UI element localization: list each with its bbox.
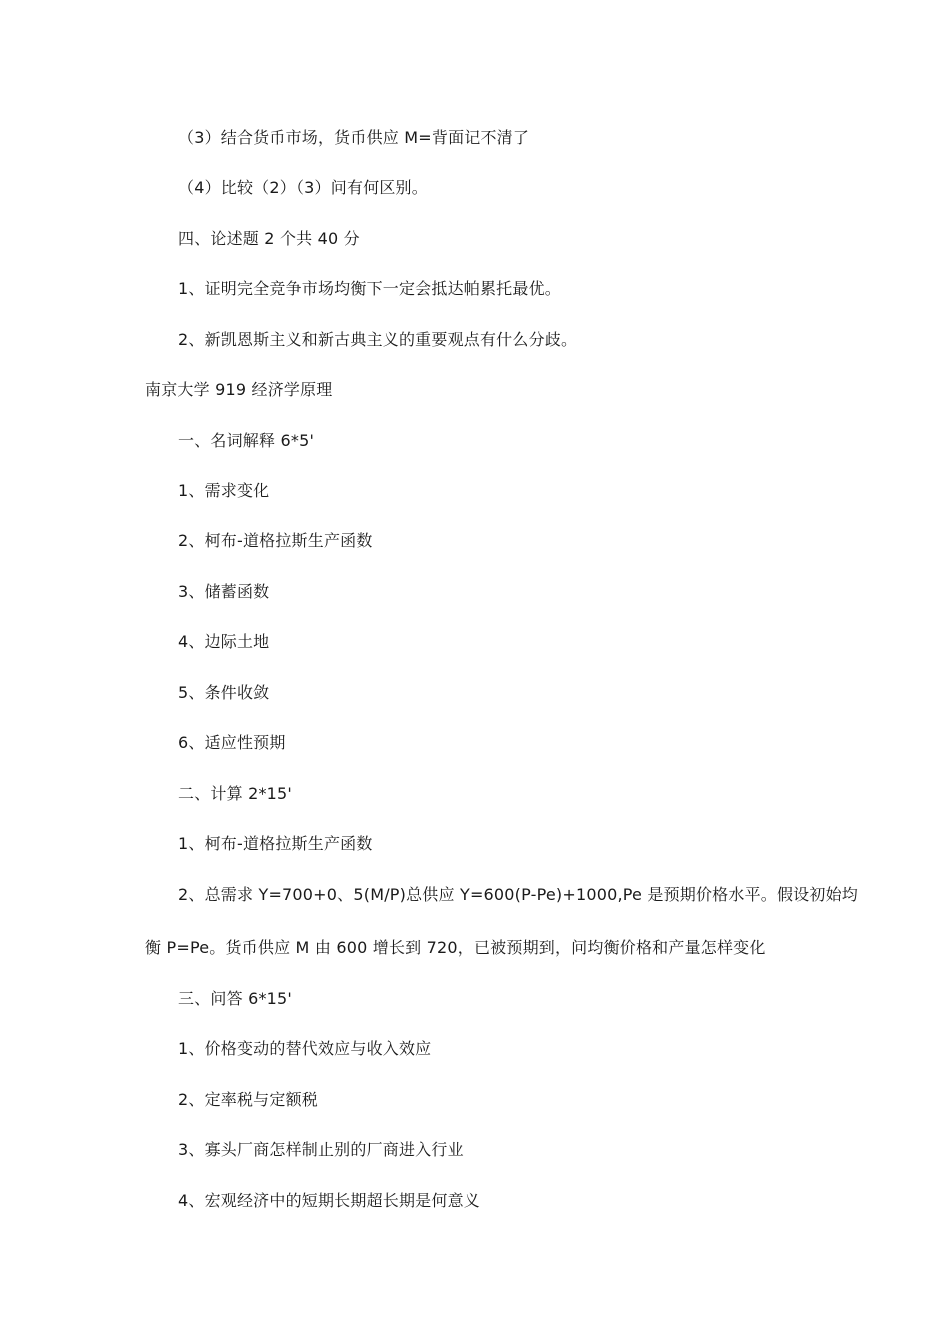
term-item-2: 2、柯布-道格拉斯生产函数 (178, 531, 373, 550)
qa-item-2: 2、定率税与定额税 (178, 1090, 318, 1109)
section-heading-qa: 三、问答 6*15' (178, 989, 293, 1008)
section-heading-essay: 四、论述题 2 个共 40 分 (178, 229, 360, 248)
essay-question-1: 1、证明完全竞争市场均衡下一定会抵达帕累托最优。 (178, 279, 561, 298)
essay-question-2: 2、新凯恩斯主义和新古典主义的重要观点有什么分歧。 (178, 330, 578, 349)
section-heading-calculation: 二、计算 2*15' (178, 784, 293, 803)
question-4-line: （4）比较（2）（3）问有何区别。 (178, 178, 428, 197)
term-item-5: 5、条件收敛 (178, 683, 270, 702)
term-item-6: 6、适应性预期 (178, 733, 286, 752)
calculation-item-2-continued: 衡 P=Pe。货币供应 M 由 600 增长到 720，已被预期到，问均衡价格和产量怎样变化 (145, 938, 766, 957)
qa-item-4: 4、宏观经济中的短期长期超长期是何意义 (178, 1191, 480, 1210)
section-heading-terms: 一、名词解释 6*5' (178, 431, 315, 450)
question-3-line: （3）结合货币市场，货币供应 M=背面记不清了 (178, 128, 530, 147)
term-item-4: 4、边际土地 (178, 632, 270, 651)
term-item-3: 3、储蓄函数 (178, 582, 270, 601)
calculation-item-2: 2、总需求 Y=700+0、5(M/P)总供应 Y=600(P-Pe)+1000,Pe 是预期价格水平。假设初始均 (178, 885, 858, 904)
calculation-item-1: 1、柯布-道格拉斯生产函数 (178, 834, 373, 853)
term-item-1: 1、需求变化 (178, 481, 270, 500)
qa-item-3: 3、寡头厂商怎样制止别的厂商进入行业 (178, 1140, 464, 1159)
qa-item-1: 1、价格变动的替代效应与收入效应 (178, 1039, 432, 1058)
exam-title: 南京大学 919 经济学原理 (145, 380, 333, 399)
